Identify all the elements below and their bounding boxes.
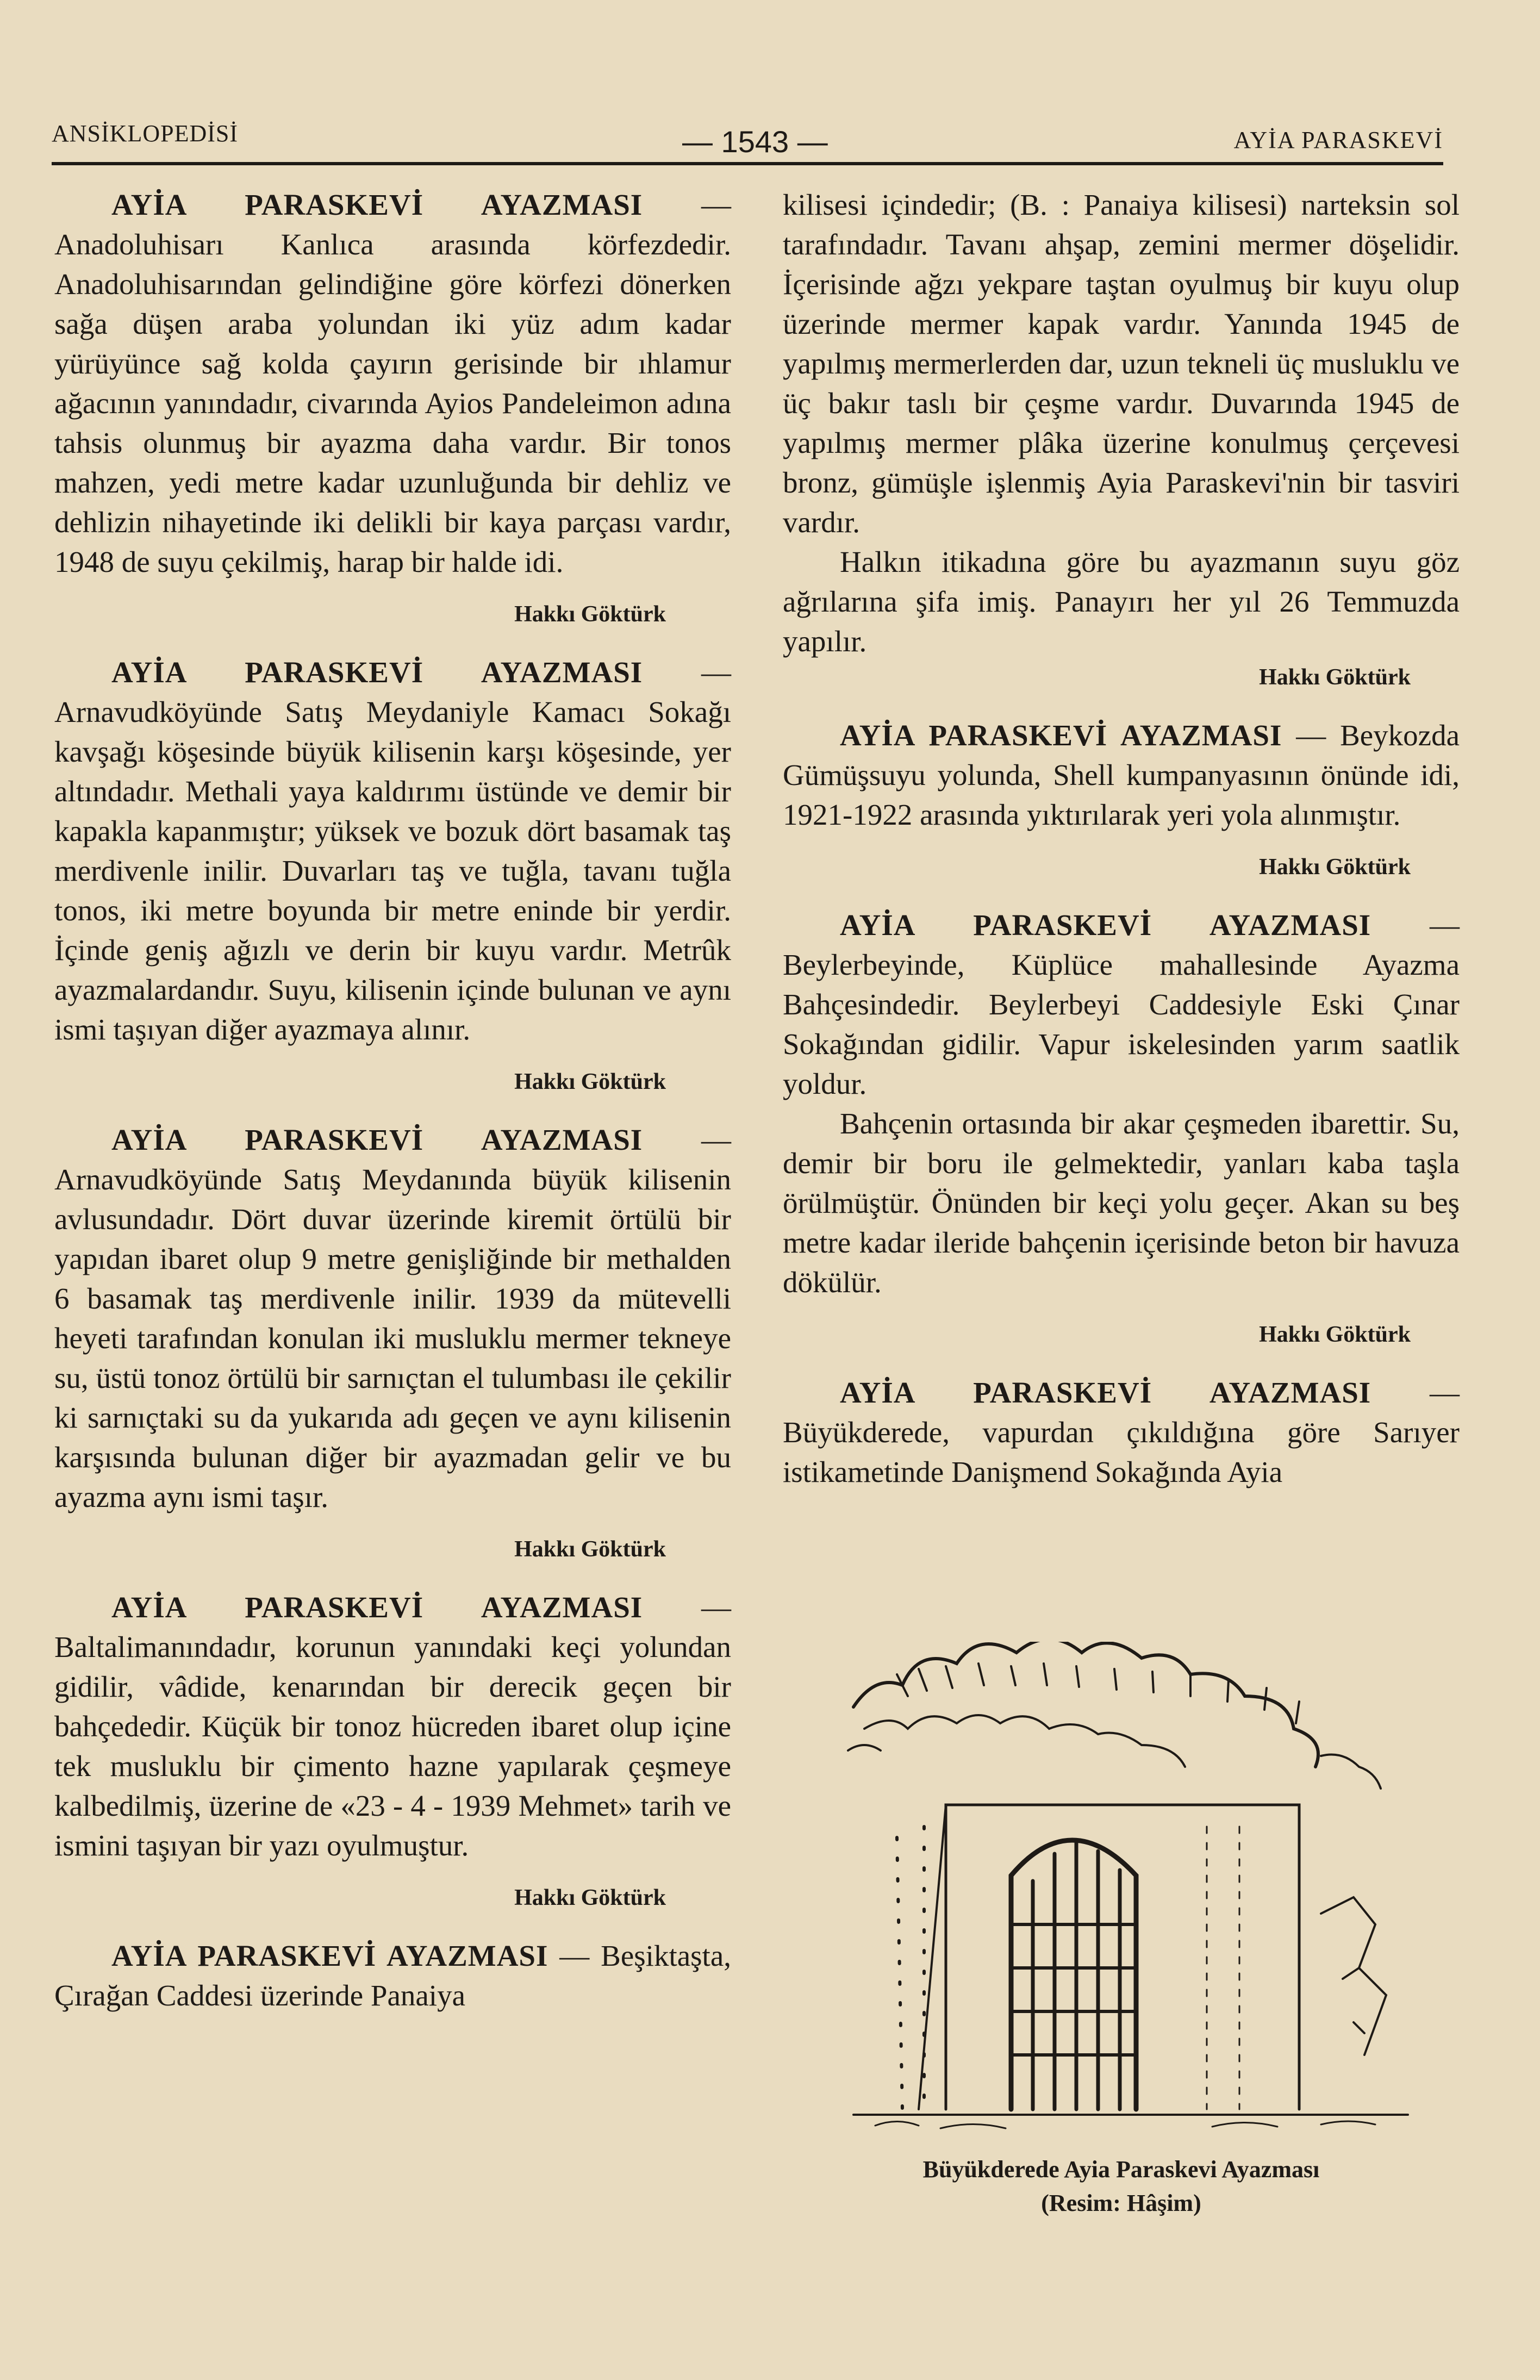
caption-title: Büyükderede Ayia Paraskevi Ayazması bbox=[922, 2156, 1320, 2183]
entry-text: — Baltalimanındadır, korunun yanındaki keçi yolundan gidilir, vâdide, kenarından bir derecik geçen bir bahçededir. Küçük bir tonoz hücreden ibaret olup içine tek musluklu bir çimento hazne yapılarak çeşmeye kalbedilmiş, üzerine de «23 - 4 - 1939 Mehmet» tarih ve ismini taşıyan bir yazı oyulmuştur. bbox=[54, 1591, 731, 1862]
entry-author: Hakkı Göktürk bbox=[514, 1537, 666, 1562]
page-header bbox=[52, 114, 1443, 158]
entry-heading: AYİA PARASKEVİ AYAZMASI bbox=[840, 1376, 1371, 1409]
entry-buyukdere bbox=[783, 1373, 1460, 1492]
right-column bbox=[783, 185, 1460, 1508]
header-section-title: AYİA PARASKEVİ bbox=[1233, 127, 1443, 153]
left-column bbox=[54, 185, 731, 2032]
entry-baltalimani bbox=[54, 1587, 731, 1865]
header-rule bbox=[52, 162, 1443, 165]
ayazma-illustration bbox=[832, 1642, 1430, 2136]
entry-heading: AYİA PARASKEVİ AYAZMASI bbox=[111, 1591, 643, 1624]
header-encyclopedia-title: ANSİKLOPEDİSİ bbox=[52, 120, 238, 147]
entry-text: — Arnavudköyünde Satış Meydaniyle Kamacı Sokağı kavşağı köşesinde büyük kilisenin karşı köşesinde, yer altındadır. Methali yaya kaldırımı üstünde ve demir bir kapakla kapanmıştır; yüksek ve bozuk dört basamak taş merdivenle inilir. Duvarları taş ve tuğla, tavanı tuğla tonos, iki metre boyunda bir metre eninde bir yerdir. İçinde geniş ağızlı ve derin bir kuyu vardır. Metrûk ayazmalardandır. Suyu, kilisenin içinde bulunan ve aynı ismi taşıyan diğer ayazmaya alınır. bbox=[54, 656, 731, 1046]
entry-text: — Beykozda Gümüşsuyu yolunda, Shell kumpanyasının önünde idi, 1921-1922 arasında yıktırılarak yeri yola alınmıştır. bbox=[783, 719, 1460, 831]
entry-heading: AYİA PARASKEVİ AYAZMASI bbox=[111, 1939, 548, 1972]
page-number: — 1543 — bbox=[682, 124, 828, 159]
entry-heading: AYİA PARASKEVİ AYAZMASI bbox=[111, 1123, 643, 1156]
caption-credit: (Resim: Hâşim) bbox=[1041, 2190, 1201, 2216]
entry-author: Hakkı Göktürk bbox=[1259, 855, 1411, 880]
entry-heading: AYİA PARASKEVİ AYAZMASI bbox=[840, 908, 1371, 942]
entry-arnavudkoy-2 bbox=[54, 1120, 731, 1517]
entry-author: Hakkı Göktürk bbox=[1259, 1322, 1411, 1347]
entry-beylerbeyi bbox=[783, 905, 1460, 1104]
entry-heading: AYİA PARASKEVİ AYAZMASI bbox=[111, 188, 643, 221]
sketch-drawing bbox=[832, 1642, 1430, 2136]
entry-text: — Büyükderede, vapurdan çıkıldığına göre Sarıyer istikametinde Danişmend Sokağında Ayia bbox=[783, 1376, 1460, 1488]
continuation-text-2: Halkın itikadına göre bu ayazmanın suyu göz ağrılarına şifa imiş. Panayırı her yıl 26 Temmuzda yapılır. bbox=[783, 545, 1460, 658]
entry-text: — Beylerbeyinde, Küplüce mahallesinde Ayazma Bahçesindedir. Beylerbeyi Caddesiyle Eski Çınar Sokağından gidilir. Vapur iskelesinden yarım saatlik yoldur. bbox=[783, 908, 1460, 1100]
continuation-text: kilisesi içindedir; (B. : Panaiya kilisesi) narteksin sol tarafındadır. Tavanı ahşap, zemini mermer döşelidir. İçerisinde ağzı yekpare taştan oyulmuş bir kuyu olup üzerinde mermer kapak vardır. Yanında 1945 de yapılmış mermerlerden dar, uzun tekneli üç musluklu ve üç bakır taslı bir çeşme vardır. Duvarında 1945 de yapılmış mermer plâka üzerine konulmuş çerçevesi bronz, gümüşle işlenmiş Ayia Paraskevi'nin bir tasviri vardır. bbox=[783, 188, 1460, 539]
entry-text: — Arnavudköyünde Satış Meydanında büyük kilisenin avlusundadır. Dört duvar üzerinde kiremit örtülü bir yapıdan ibaret olup 9 metre genişliğinde bir methalden 6 basamak taş merdivenle inilir. 1939 da mütevelli heyeti tarafından konulan iki musluklu mermer tekneye su, üstü tonoz örtülü bir sarnıçtan el tulumbası ile çekilir ki sarnıçtaki su da yukarıda adı geçen ve aynı kilisenin karşısında bulunan diğer bir ayazmadan gelir ve bu ayazma aynı ismi taşır. bbox=[54, 1123, 731, 1513]
entry-author: Hakkı Göktürk bbox=[514, 602, 666, 627]
entry-anadoluhisari bbox=[54, 185, 731, 582]
figure-caption bbox=[783, 2153, 1460, 2220]
entry-author: Hakkı Göktürk bbox=[1259, 665, 1411, 690]
entry-text-2: Bahçenin ortasında bir akar çeşmeden ibarettir. Su, demir bir boru ile gelmektedir, yanları kaba taşla örülmüştür. Önünden bir keçi yolu geçer. Akan su beş metre kadar ileride bahçenin içerisinde beton bir havuza dökülür. bbox=[783, 1107, 1460, 1299]
entry-arnavudkoy-1 bbox=[54, 652, 731, 1049]
entry-heading: AYİA PARASKEVİ AYAZMASI bbox=[840, 719, 1282, 752]
entry-author: Hakkı Göktürk bbox=[514, 1885, 666, 1910]
entry-heading: AYİA PARASKEVİ AYAZMASI bbox=[111, 656, 643, 689]
entry-beykoz bbox=[783, 715, 1460, 834]
entry-besiktas bbox=[54, 1936, 731, 2015]
entry-author: Hakkı Göktürk bbox=[514, 1069, 666, 1094]
entry-text: — Anadoluhisarı Kanlıca arasında körfezdedir. Anadoluhisarından gelindiğine göre körfezi dönerken sağa düşen araba yolundan iki yüz adım kadar yürüyünce sağ kolda çayırın gerisinde bir ıhlamur ağacının yanındadır, civarında Ayios Pandeleimon adına tahsis olunmuş bir ayazma daha vardır. Bir tonos mahzen, yedi metre kadar uzunluğunda bir dehliz ve dehlizin nihayetinde iki delikli bir kaya parçası vardır, 1948 de suyu çekilmiş, harap bir halde idi. bbox=[54, 188, 731, 578]
entry-text: — Beşiktaşta, Çırağan Caddesi üzerinde Panaiya bbox=[54, 1939, 731, 2012]
